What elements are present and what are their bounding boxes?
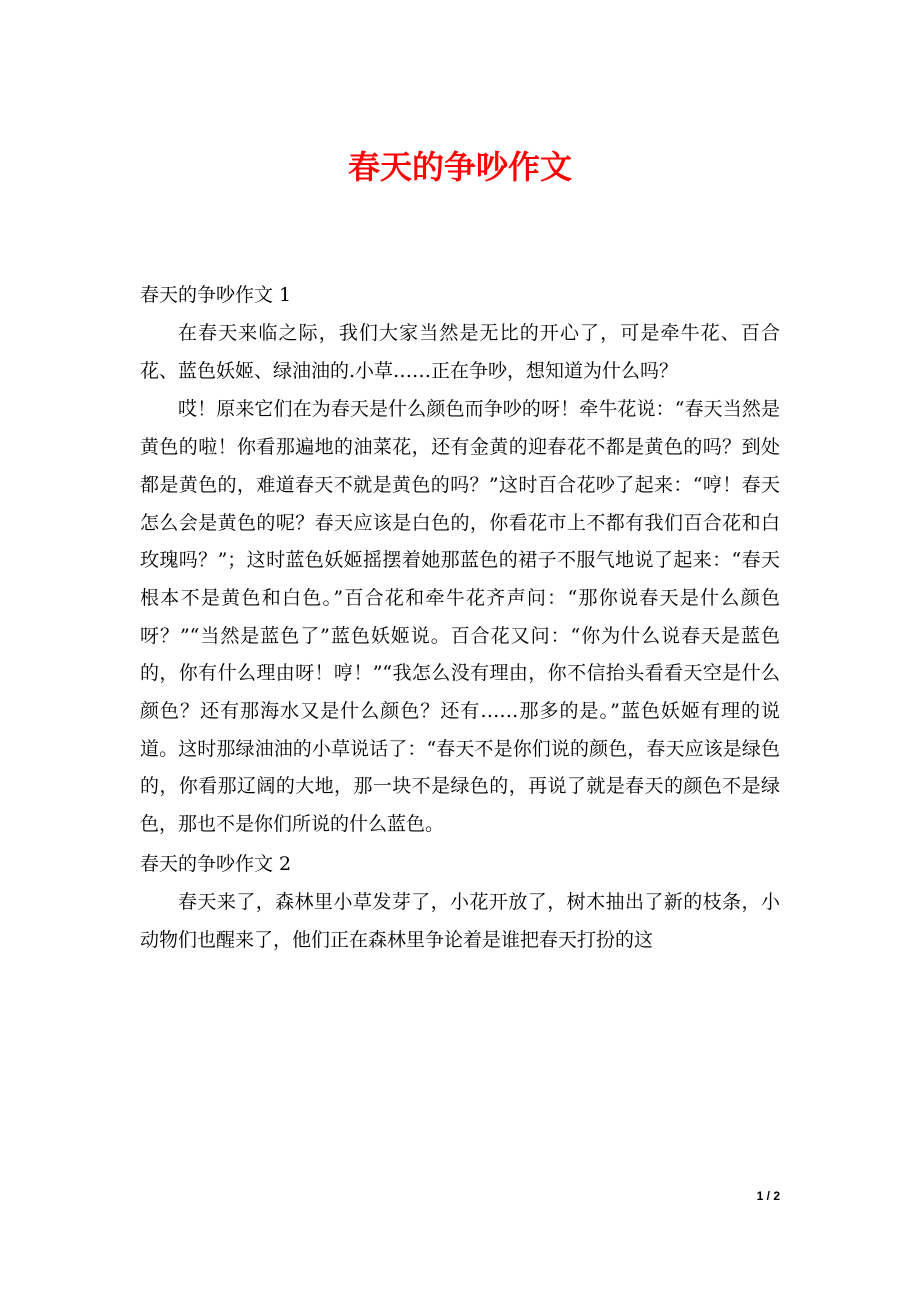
essay-section [140,276,780,844]
paragraph: 哎！原来它们在为春天是什么颜色而争吵的呀！牵牛花说：“春天当然是黄色的啦！你看那遍地的油菜花，还有金黄的迎春花不都是黄色的吗？到处都是黄色的，难道春天不就是黄色的吗？”这时百合花吵了起来：“哼！春天怎么会是黄色的呢？春天应该是白色的，你看花市上不都有我们百合花和白玫瑰吗？”；这时蓝色妖姬摇摆着她那蓝色的裙子不服气地说了起来：“春天根本不是黄色和白色。”百合花和牵牛花齐声问：“那你说春天是什么颜色呀？”“当然是蓝色了”蓝色妖姬说。百合花又问：“你为什么说春天是蓝色的，你有什么理由呀！哼！”“我怎么没有理由，你不信抬头看看天空是什么颜色？还有那海水又是什么颜色？还有……那多的是。”蓝色妖姬有理的说道。这时那绿油油的小草说话了：“春天不是你们说的颜色，春天应该是绿色的，你看那辽阔的大地，那一块不是绿色的，再说了就是春天的颜色不是绿色，那也不是你们所说的什么蓝色。 [140,398,780,836]
section-heading: 春天的争吵作文 2 [140,852,292,875]
page-number: 1 / 2 [756,1189,780,1203]
essay-section [140,845,780,959]
document-title: 春天的争吵作文 [347,148,572,186]
paragraph: 在春天来临之际，我们大家当然是无比的开心了，可是牵牛花、百合花、蓝色妖姬、绿油油的.小草……正在争吵，想知道为什么吗？ [140,322,780,382]
document-body [140,276,780,960]
paragraph: 春天来了，森林里小草发芽了，小花开放了，树木抽出了新的枝条，小动物们也醒来了，他们正在森林里争论着是谁把春天打扮的这 [140,890,780,951]
section-heading: 春天的争吵作文 1 [140,284,292,306]
